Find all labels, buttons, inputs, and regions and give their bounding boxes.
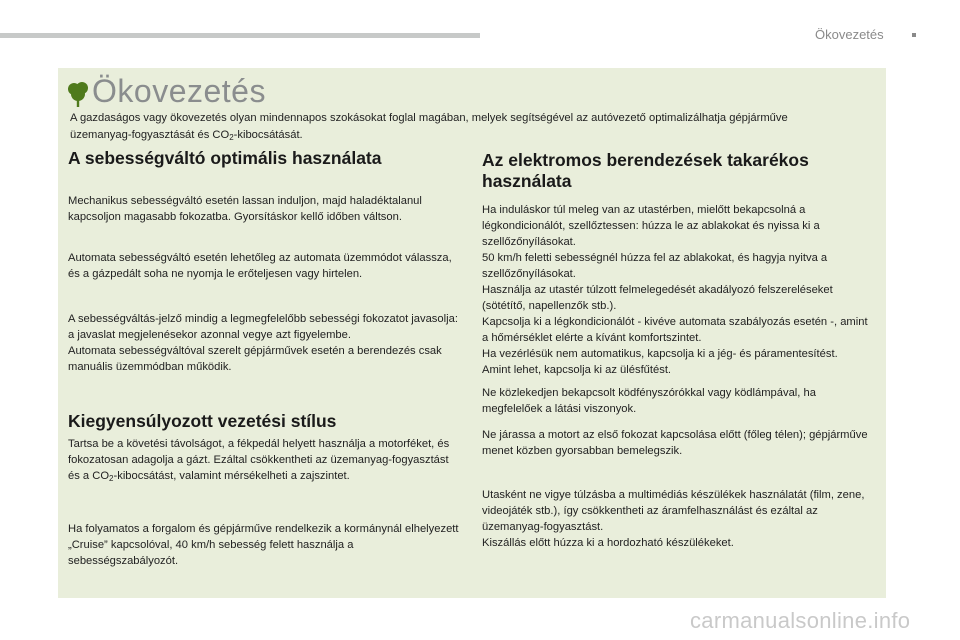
gearbox-paragraph-3: A sebességváltás-jelző mindig a legmegfelelőbb sebességi fokozatot javasolja: a javaslat megjelenésekor azonnal vegye azt figyelembe. Automata sebességváltóval szerelt gépjárművek esetén a berendezés csak manuális üzemmódban működik. (68, 313, 458, 373)
running-title: Ökovezetés (815, 27, 884, 42)
right-column (482, 150, 877, 192)
driving-style-block (68, 411, 463, 432)
intro-text: A gazdaságos vagy ökovezetés olyan mindennapos szokásokat foglal magában, melyek segítségével az autóvezető optimalizálhatja gépjárműve üzemanyag-fogyasztását és $CO_2$-kibocsátását. (70, 112, 788, 142)
gearbox-paragraph-2: Automata sebességváltó esetén lehetőleg az automata üzemmódot válassza, és a gázpedált soha ne nyomja le erőteljesen vagy hirtelen. (68, 252, 452, 280)
header-bullet (912, 33, 916, 37)
electrical-paragraph-2: Ne közlekedjen bekapcsolt ködfényszórókkal vagy ködlámpával, ha megfelelőek a látási viszonyok. (482, 387, 816, 415)
section-heading-driving-style: Kiegyensúlyozott vezetési stílus (68, 411, 337, 431)
electrical-paragraph-4: Utasként ne vigye túlzásba a multimédiás készülékek használatát (film, zene, videojáték stb.), így csökkentheti az áramfelhasználást és ezáltal az üzemanyag-fogyasztást. Kiszállás előtt húzza ki a hordozható készülékeket. (482, 489, 865, 549)
watermark: carmanualsonline.info (690, 608, 911, 633)
page-title: Ökovezetés (92, 73, 266, 109)
driving-style-paragraph-1: Tartsa be a követési távolságot, a fékpedál helyett használja a motorféket, és fokozatosan adagolja a gázt. Ezáltal csökkentheti az üzemanyag-fogyasztást és a $CO_2$-kibocsátást, valamint mérsékelheti a zajszintet. (68, 438, 450, 483)
electrical-paragraph-3: Ne járassa a motort az első fokozat kapcsolása előtt (főleg télen); gépjárműve menet közben gyorsabban bemelegszik. (482, 429, 868, 457)
driving-style-paragraph-2: Ha folyamatos a forgalom és gépjárműve rendelkezik a kormánynál elhelyezett „Cruise” kapcsolóval, 40 km/h sebesség felett használja a sebességszabályozót. (68, 523, 459, 567)
leaf-icon (67, 80, 89, 108)
gearbox-paragraph-1: Mechanikus sebességváltó esetén lassan induljon, majd haladéktalanul kapcsoljon magasabb fokozatba. Gyorsításkor kellő időben váltson. (68, 195, 422, 223)
left-column (68, 148, 463, 169)
header-rule (0, 33, 480, 38)
section-heading-gearbox: A sebességváltó optimális használata (68, 148, 382, 168)
section-heading-electrical: Az elektromos berendezések takarékos használata (482, 150, 809, 191)
electrical-paragraph-1: Ha induláskor túl meleg van az utastérben, mielőtt bekapcsolná a légkondicionálót, szellőztessen: húzza le az ablakokat és nyissa ki a szellőzőnyílásokat. 50 km/h feletti sebességnél húzza fel az ablakokat, és hagyja nyitva a szellőzőnyílásokat. Használja az utastér túlzott felmelegedését akadályozó felszereléseket (sötétítő, napellenzők stb.). Kapcsolja ki a légkondicionálót - kivéve automata szabályozás esetén -, amint a hőmérséklet elérte a kívánt komfortszintet. Ha vezérlésük nem automatikus, kapcsolja ki a jég- és páramentesítést. Amint lehet, kapcsolja ki az ülésfűtést. (482, 204, 868, 376)
